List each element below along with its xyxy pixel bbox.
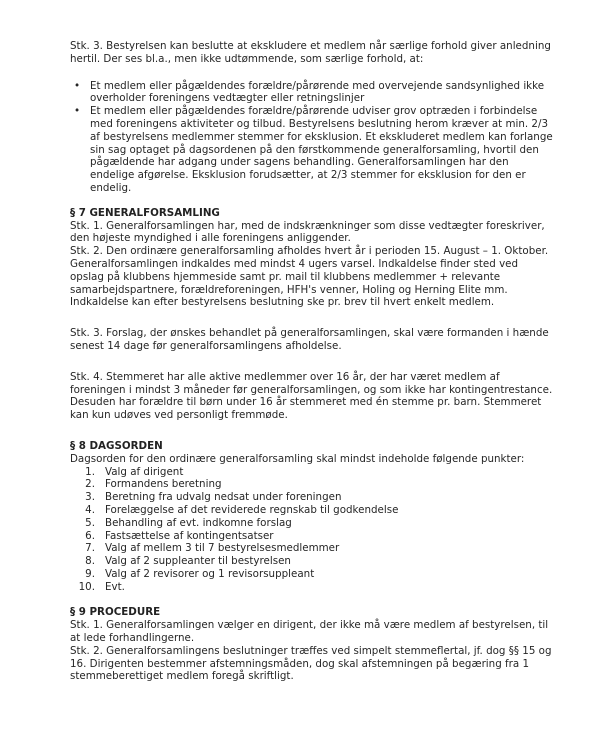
list-item [70,466,555,479]
list-item: • Et medlem eller pågældendes forældre/pårørende med overvejende sandsynlighed ikke overholder foreningens vedtægter eller retningslinjer [70,80,555,106]
paragraph-7-stk2: Stk. 2. Den ordinære generalforsamling afholdes hvert år i perioden 15. August – 1. Oktober. Generalforsamlingen indkaldes med mindst 4 ugers varsel. Indkaldelse finder sted ved opslag på klubbens hjemmeside samt pr. mail til klubbens medlemmer + relevante samarbejdspartnere, forældreforeningen, HFH's venner, Holing og Herning Elite mm. Indkaldelse kan efter bestyrelsens beslutning ske pr. brev til hvert enkelt medlem. [70,245,549,309]
paragraph-7-stk1: Stk. 1. Generalforsamlingen har, med de indskrænkninger som disse vedtægter foreskriver, den højeste myndighed i alle foreningens anliggender. [70,219,545,245]
item-number: 5. [85,516,95,529]
list-item [70,517,555,530]
item-number: 2. [85,478,95,491]
item-text: Behandling af evt. indkomne forslag [105,516,292,529]
item-text: Beretning fra udvalg nedsat under foreningen [105,491,342,504]
item-text: Evt. [105,580,125,593]
item-text: Valg af dirigent [105,465,184,478]
item-text: Valg af 2 suppleanter til bestyrelsen [105,555,291,568]
list-item [70,478,555,491]
paragraph-stk3-exclusion: Stk. 3. Bestyrelsen kan beslutte at ekskludere et medlem når særlige forhold giver anledning hertil. Der ses bl.a., men ikke udtømmende, som særlige forhold, at: [70,40,551,65]
agenda-intro: Dagsorden for den ordinære generalforsamling skal mindst indeholde følgende punkter: [70,452,525,465]
document-page [70,40,555,683]
item-text: Valg af 2 revisorer og 1 revisorsuppleant [105,567,315,580]
item-number: 7. [85,542,95,555]
paragraph-7-stk3: Stk. 3. Forslag, der ønskes behandlet på generalforsamlingen, skal være formanden i hænde senest 14 dage før generalforsamlingens afholdelse. [70,327,549,352]
list-item [70,542,555,555]
list-item [70,530,555,543]
list-item [70,568,555,581]
list-item [70,504,555,517]
item-text: Forelæggelse af det reviderede regnskab til godkendelse [105,503,399,516]
list-item [70,581,555,594]
paragraph-9-stk1: Stk. 1. Generalforsamlingen vælger en dirigent, der ikke må være medlem af bestyrelsen, til at lede forhandlingerne. [70,619,549,645]
list-item [70,555,555,568]
section-9-heading: § 9 PROCEDURE [70,606,161,619]
item-text: Fastsættelse af kontingentsatser [105,529,274,542]
item-text: Valg af mellem 3 til 7 bestyrelsesmedlemmer [105,542,340,555]
item-number: 6. [85,529,95,542]
item-number: 9. [85,567,95,580]
section-7-heading: § 7 GENERALFORSAMLING [70,206,220,219]
agenda-list [70,466,555,594]
paragraph-7-stk4: Stk. 4. Stemmeret har alle aktive medlemmer over 16 år, der har været medlem af foreningen i mindst 3 måneder før generalforsamlingen, og som ikke har kontingentrestance. Desuden har forældre til børn under 16 år stemmeret med én stemme pr. barn. Stemmeret kan kun udøves ved personligt fremmøde. [70,370,553,422]
item-number: 8. [85,555,95,568]
item-number: 1. [85,465,95,478]
exclusion-reasons-list [70,80,555,195]
list-item: • Et medlem eller pågældendes forældre/pårørende udviser grov optræden i forbindelse med foreningens aktiviteter og tilbud. Bestyrelsens beslutning herom kræver at min. 2/3 af bestyrelsens medlemmer stemmer for eksklusion. Et ekskluderet medlem kan forlange sin sag optaget på dagsordenen på den førstkommende generalforsamling, hvortil den pågældende har adgang under sagens behandling. Generalforsamlingen har den endelige afgørelse. Eksklusion forudsætter, at 2/3 stemmer for eksklusion for den er endelig. [70,105,555,195]
list-item [70,491,555,504]
paragraph-9-stk2: Stk. 2. Generalforsamlingens beslutninger træffes ved simpelt stemmeflertal, jf. dog §§ 15 og 16. Dirigenten bestemmer afstemningsmåden, dog skal afstemningen på begæring fra 1 stemmeberettiget medlem foregå skriftligt. [70,644,552,683]
item-number: 3. [85,491,95,504]
item-number: 10. [78,580,95,593]
section-8-heading: § 8 DAGSORDEN [70,439,163,452]
item-text: Formandens beretning [105,478,222,491]
item-number: 4. [85,503,95,516]
